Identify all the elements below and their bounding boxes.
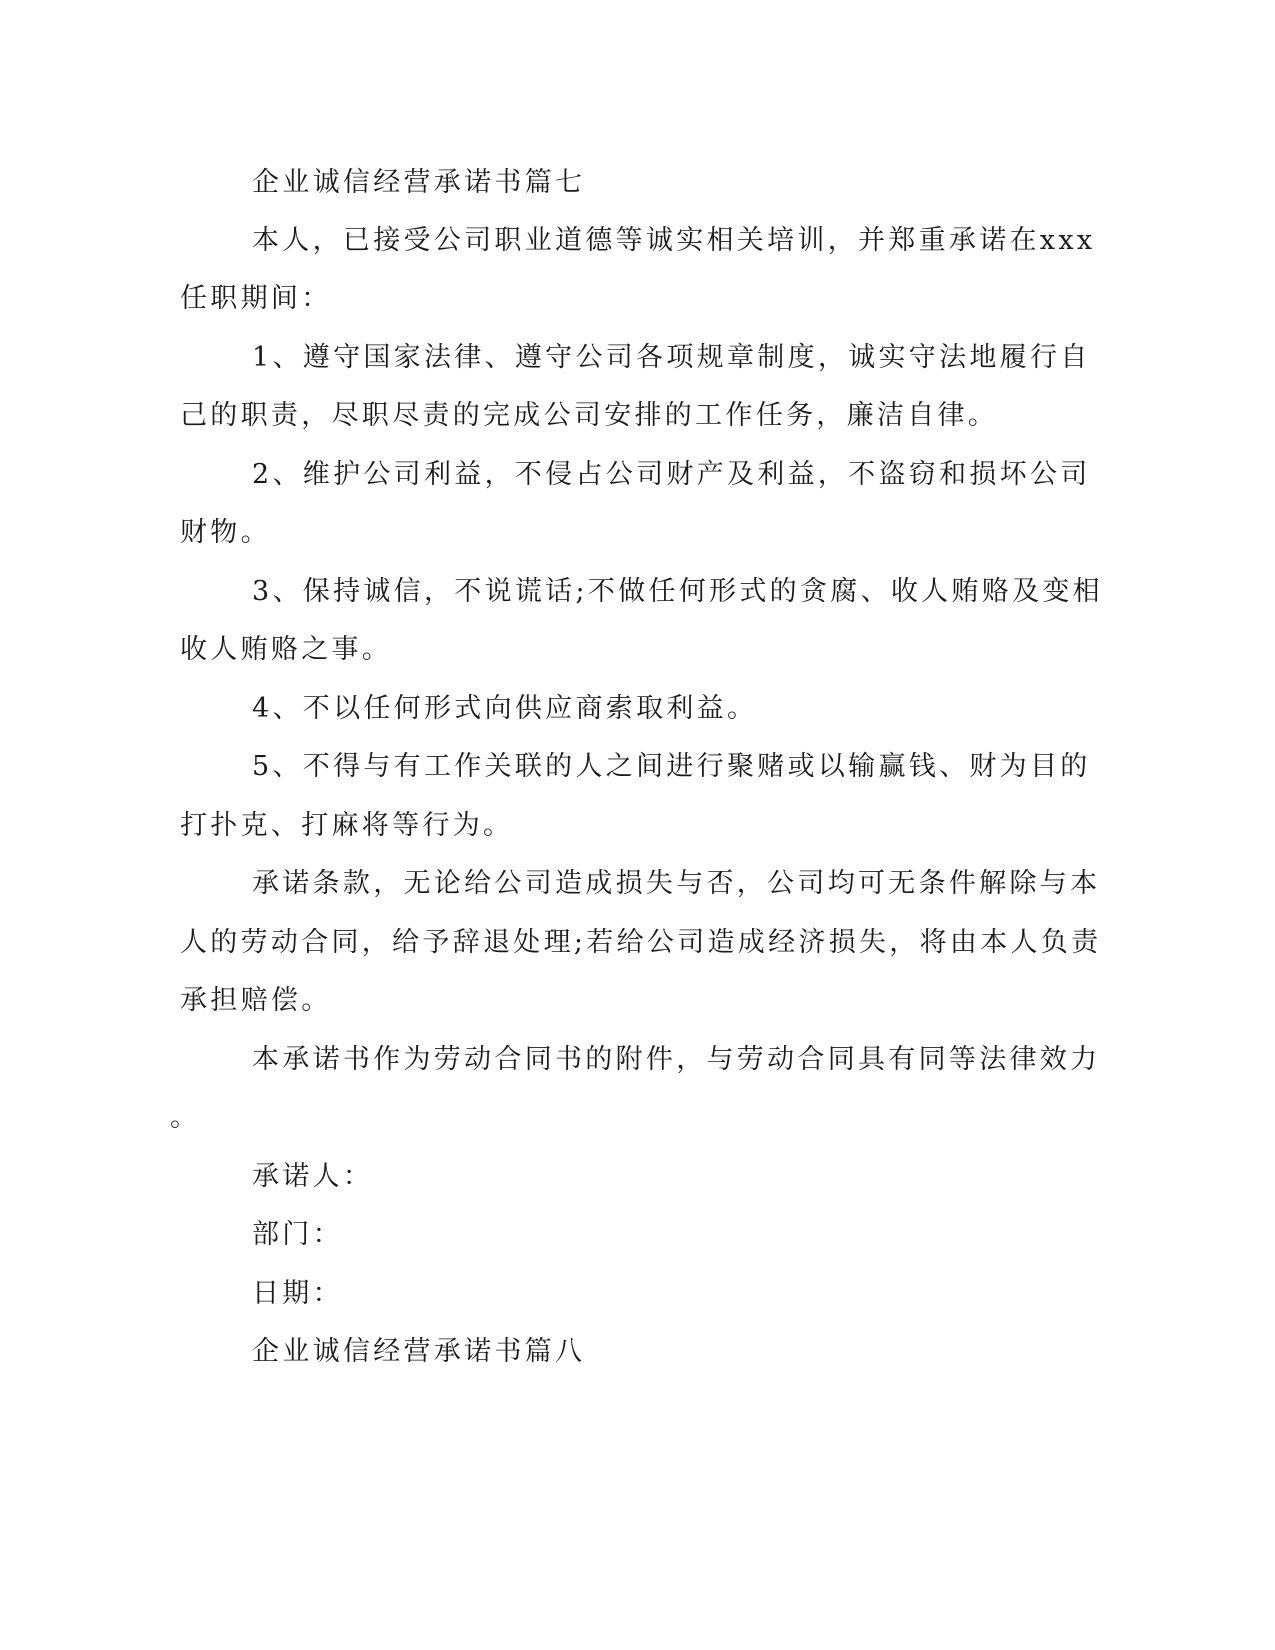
item-2-line-2: 财物。 bbox=[180, 517, 271, 548]
attachment-line-2: 。 bbox=[170, 1102, 201, 1133]
date-label: 日期： bbox=[252, 1278, 343, 1309]
item-5-line-1: 5、不得与有工作关联的人之间进行聚赌或以输赢钱、财为目的 bbox=[252, 751, 1091, 782]
signer-label: 承诺人： bbox=[252, 1161, 374, 1192]
item-4-line-1: 4、不以任何形式向供应商索取利益。 bbox=[252, 693, 758, 724]
terms-line-1: 承诺条款，无论给公司造成损失与否，公司均可无条件解除与本 bbox=[252, 868, 1101, 899]
item-2-line-1: 2、维护公司利益，不侵占公司财产及利益，不盗窃和损坏公司 bbox=[252, 459, 1091, 490]
section-heading-7: 企业诚信经营承诺书篇七 bbox=[252, 167, 586, 198]
item-5-line-2: 打扑克、打麻将等行为。 bbox=[180, 810, 514, 841]
item-3-line-2: 收人贿赂之事。 bbox=[180, 634, 393, 665]
terms-line-3: 承担赔偿。 bbox=[180, 985, 332, 1016]
item-1-line-1: 1、遵守国家法律、遵守公司各项规章制度，诚实守法地履行自 bbox=[252, 342, 1091, 373]
section-heading-8: 企业诚信经营承诺书篇八 bbox=[252, 1336, 586, 1367]
intro-line-2: 任职期间： bbox=[180, 283, 332, 314]
department-label: 部门： bbox=[252, 1219, 343, 1250]
item-3-line-1: 3、保持诚信，不说谎话;不做任何形式的贪腐、收人贿赂及变相 bbox=[252, 576, 1103, 607]
item-1-line-2: 己的职责，尽职尽责的完成公司安排的工作任务，廉洁自律。 bbox=[180, 400, 999, 431]
attachment-line-1: 本承诺书作为劳动合同书的附件，与劳动合同具有同等法律效力 bbox=[252, 1044, 1101, 1075]
intro-line-1: 本人，已接受公司职业道德等诚实相关培训，并郑重承诺在xxx bbox=[252, 225, 1096, 256]
terms-line-2: 人的劳动合同，给予辞退处理;若给公司造成经济损失，将由本人负责 bbox=[180, 927, 1102, 958]
